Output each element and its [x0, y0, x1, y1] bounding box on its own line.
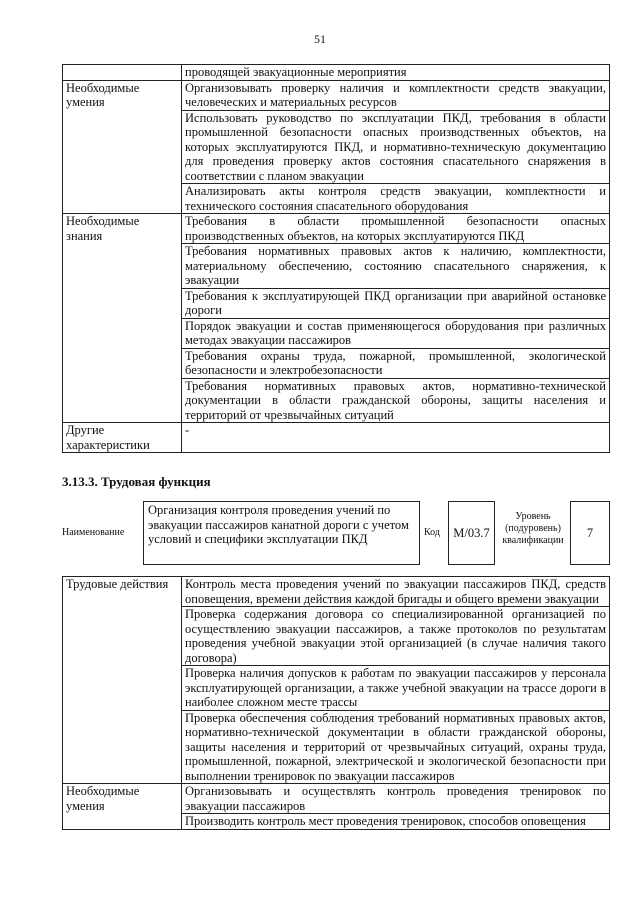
level-label-line: квалификации — [502, 535, 564, 546]
function-code-box: М/03.7 — [448, 501, 495, 565]
table-row — [63, 423, 610, 453]
row-text: Требования нормативных правовых актов к наличию, комплектности, материальному обеспечению, состоянию спасательного снаряжения, к эвакуации — [182, 244, 610, 289]
row-label: Другие характеристики — [63, 423, 182, 453]
row-text: - — [182, 423, 610, 453]
row-text: Требования нормативных правовых актов, нормативно-технической документации в области гражданской обороны, защиты населения и территорий от чрезвычайных ситуаций — [182, 378, 610, 423]
row-text: Использовать руководство по эксплуатации ПКД, требования в области промышленной безопасности опасных производственных объектов, на которых эксплуатируются ПКД, и нормативно-техническую документацию для проведения проверку актов состояния спасательного снаряжения в соответствии с планом эвакуации — [182, 110, 610, 184]
code-label: Код — [424, 527, 440, 538]
row-text: Контроль места проведения учений по эвакуации пассажиров ПКД, средств оповещения, времени действия каждой бригады и общего времени эвакуации — [182, 577, 610, 607]
row-text: Требования к эксплуатирующей ПКД организации при аварийной остановке дороги — [182, 288, 610, 318]
row-label — [63, 65, 182, 81]
row-label: Необходимые знания — [63, 214, 182, 423]
row-text: Требования в области промышленной безопасности опасных производственных объектов, на которых эксплуатируются ПКД — [182, 214, 610, 244]
row-text: Порядок эвакуации и состав применяющегося оборудования при различных методах эвакуации пассажиров — [182, 318, 610, 348]
row-label: Необходимые умения — [63, 80, 182, 214]
table-row — [63, 577, 610, 607]
row-text: Организовывать и осуществлять контроль проведения тренировок по эвакуации пассажиров — [182, 784, 610, 814]
row-text: Проверка содержания договора со специализированной организацией по осуществлению эвакуации пассажиров, а также протоколов по результатам проведения учебной эвакуации этой организацией (в случае наличия такого договора) — [182, 607, 610, 666]
table-row — [63, 65, 610, 81]
section-heading: 3.13.3. Трудовая функция — [62, 474, 211, 489]
competency-table-2 — [62, 576, 610, 830]
level-label-line: Уровень — [515, 511, 551, 522]
level-label-line: (подуровень) — [505, 523, 561, 534]
competency-table-1 — [62, 64, 610, 453]
table-row — [63, 214, 610, 244]
row-text: Анализировать акты контроля средств эвакуации, комплектности и технического состояния спасательного оборудования — [182, 184, 610, 214]
table-row — [63, 784, 610, 814]
table-row — [63, 80, 610, 110]
row-text: Проверка обеспечения соблюдения требований нормативных правовых актов, нормативно-технической документации в области гражданской обороны, защиты населения и территорий от чрезвычайных ситуаций, охраны труда, промышленной, пожарной, электрической и экологической безопасности при выполнении тренировок по эвакуации пассажиров — [182, 710, 610, 784]
row-text: Требования охраны труда, пожарной, промышленной, экологической безопасности и электробезопасности — [182, 348, 610, 378]
row-text: Проверка наличия допусков к работам по эвакуации пассажиров у персонала эксплуатирующей организации, а также учебной эвакуации на трассе дороги в наиболее сложном месте трассы — [182, 666, 610, 711]
name-label: Наименование — [62, 527, 125, 538]
qualification-level-box: 7 — [570, 501, 610, 565]
table-2-body — [63, 577, 610, 830]
table-1-body — [63, 65, 610, 453]
row-text: проводящей эвакуационные мероприятия — [182, 65, 610, 81]
row-label: Необходимые умения — [63, 784, 182, 830]
row-text: Производить контроль мест проведения тренировок, способов оповещения — [182, 814, 610, 830]
page-number: 51 — [314, 32, 326, 46]
function-name-box: Организация контроля проведения учений по эвакуации пассажиров канатной дороги с учетом условий и специфики эксплуатации ПКД — [143, 501, 420, 565]
level-label — [500, 511, 566, 547]
row-text: Организовывать проверку наличия и комплектности средств эвакуации, человеческих и материальных ресурсов — [182, 80, 610, 110]
row-label: Трудовые действия — [63, 577, 182, 784]
